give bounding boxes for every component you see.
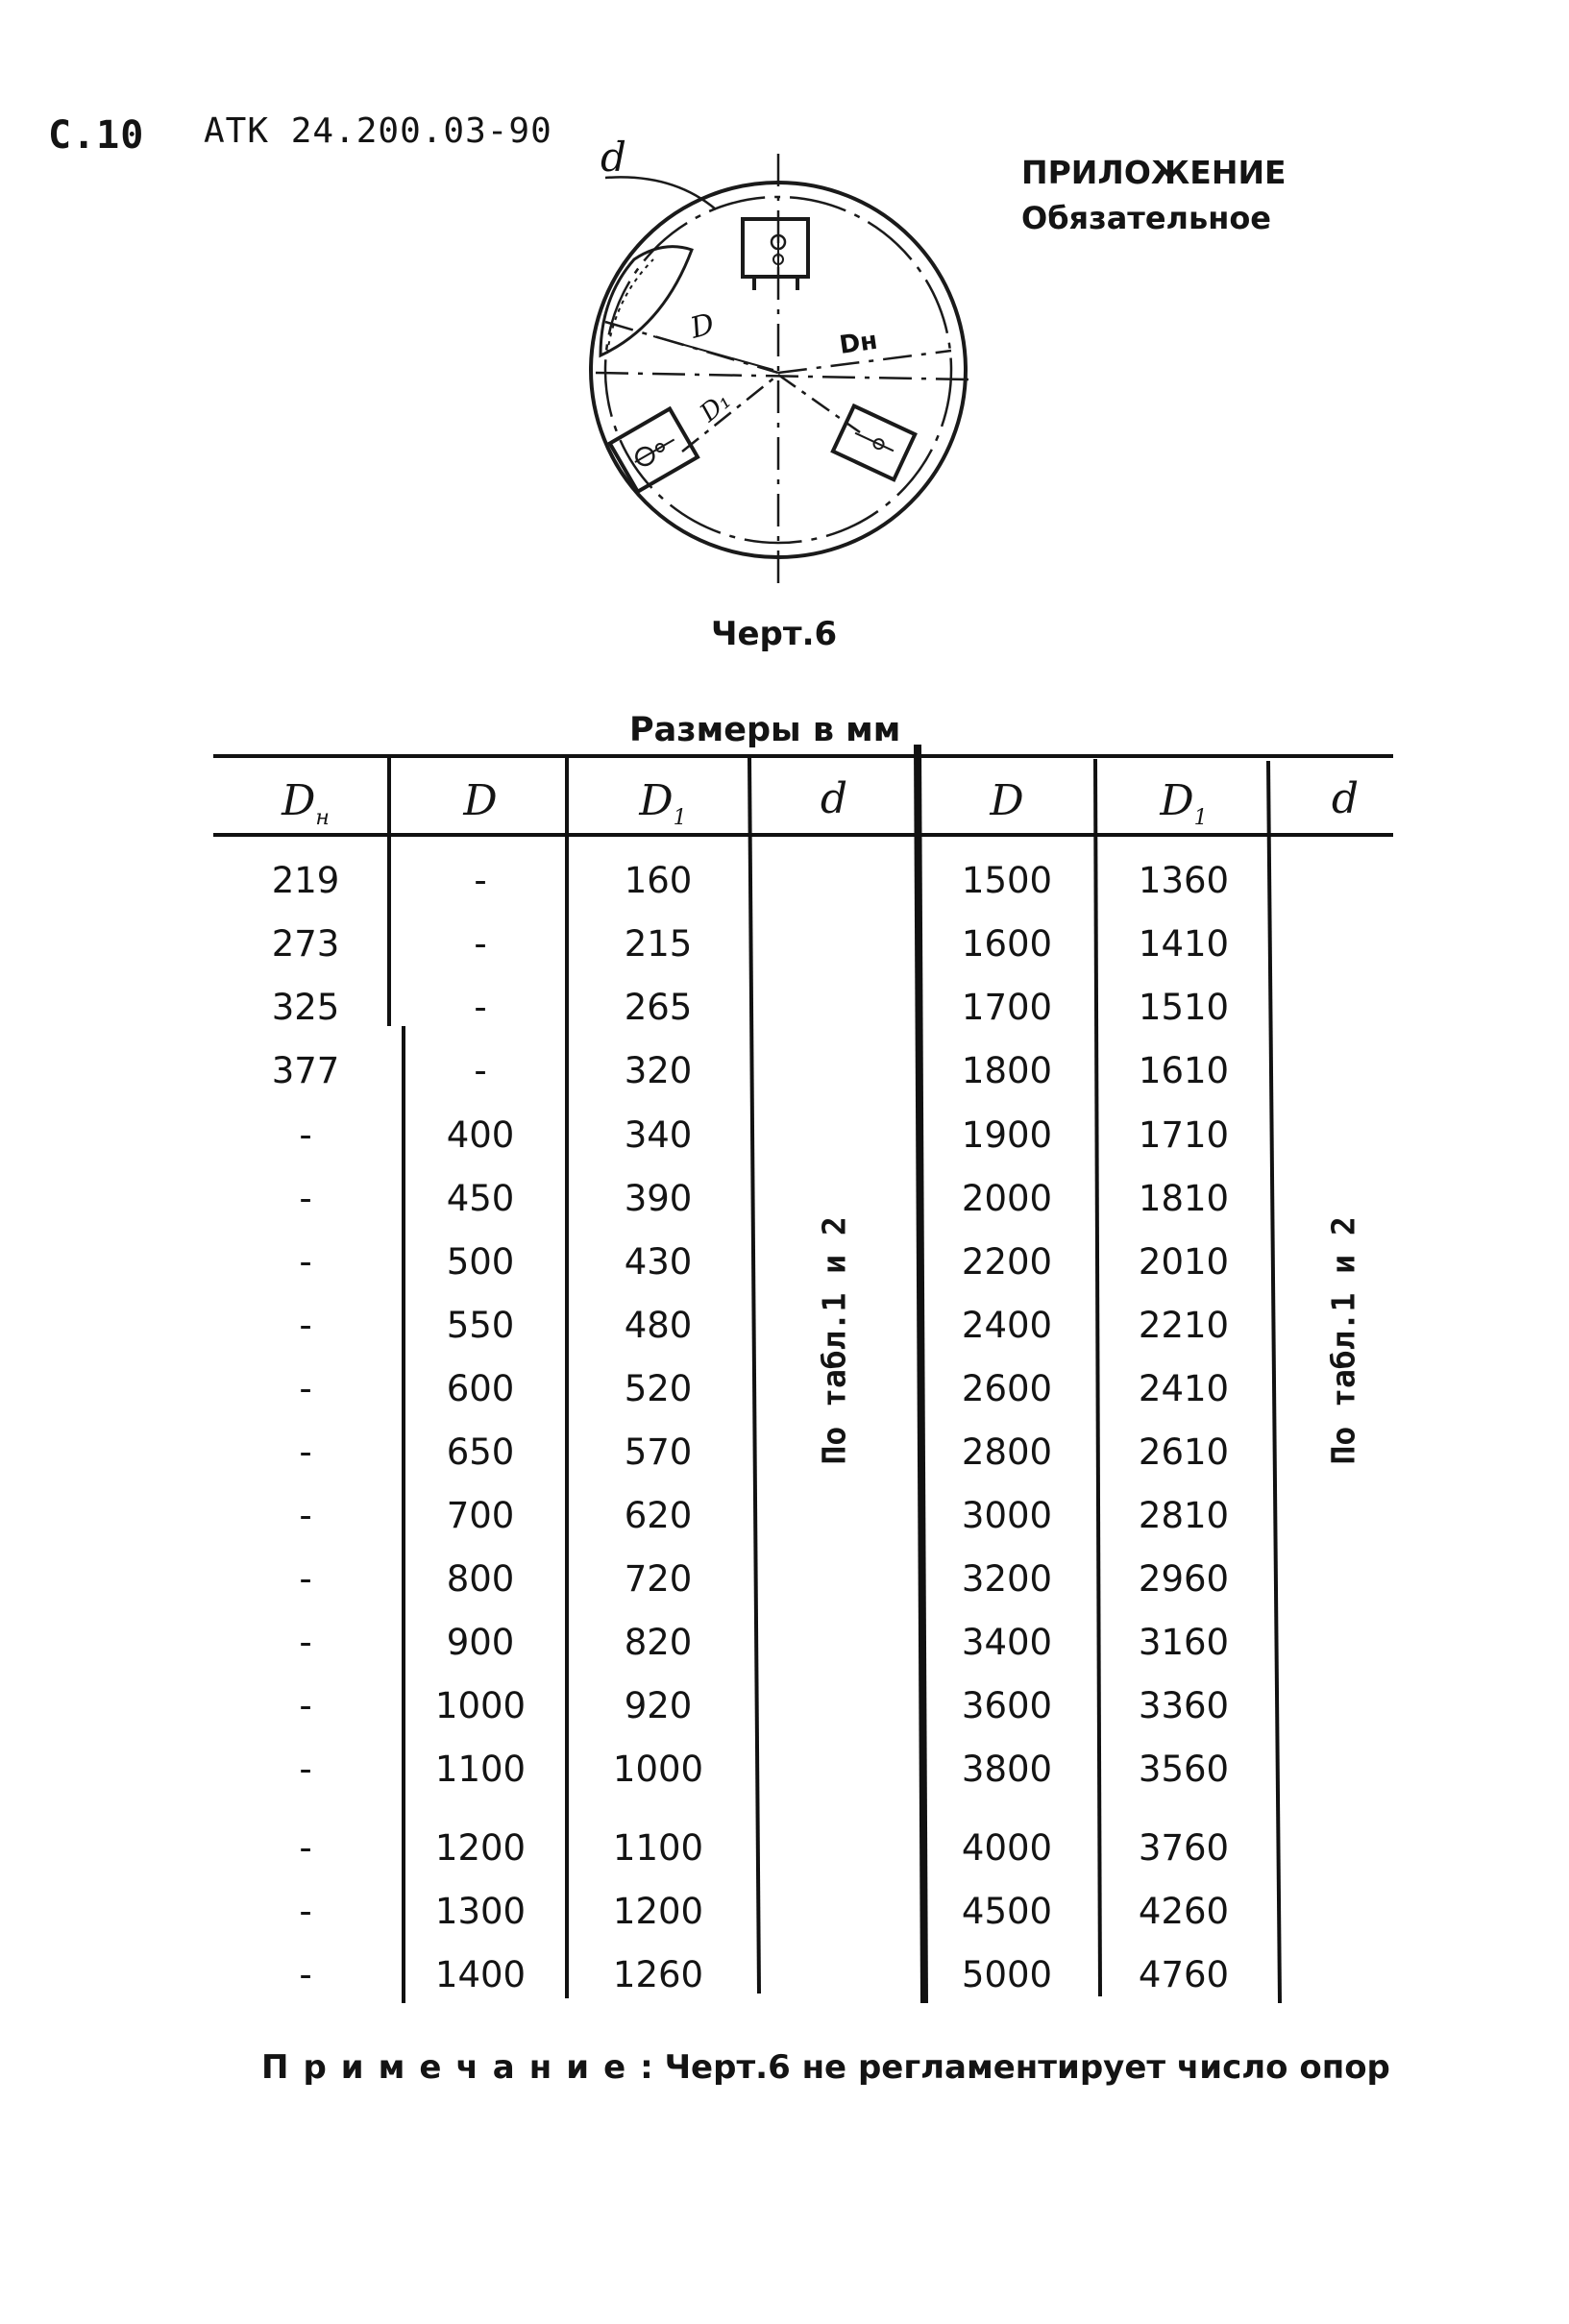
- cell-D1-left: 320: [624, 1050, 693, 1091]
- cell-D1-right: 1810: [1138, 1178, 1230, 1219]
- cell-D1-right: 1710: [1138, 1114, 1230, 1156]
- cell-D-right: 1700: [961, 987, 1053, 1028]
- cell-Dn: -: [299, 1305, 312, 1346]
- cell-D-left: 1200: [434, 1827, 527, 1869]
- header-D1-left: $D_1$: [639, 776, 687, 830]
- cell-D-right: 3000: [961, 1495, 1053, 1536]
- d-leader: [605, 177, 716, 209]
- cell-Dn: 273: [271, 923, 340, 965]
- cell-D1-right: 2010: [1138, 1241, 1230, 1283]
- cell-D1-right: 4760: [1138, 1954, 1230, 1995]
- footnote: [261, 2048, 1390, 2087]
- cell-Dn: -: [299, 1685, 312, 1726]
- cell-D-right: 2000: [961, 1178, 1053, 1219]
- cell-D1-left: 215: [624, 923, 693, 965]
- cell-D-right: 1600: [961, 923, 1053, 965]
- header-D1-right: $D_1$: [1160, 776, 1208, 830]
- cell-D1-right: 2210: [1138, 1305, 1230, 1346]
- support-right: [833, 406, 915, 480]
- cell-D1-right: 1610: [1138, 1050, 1230, 1091]
- cell-D-left: 600: [446, 1368, 515, 1409]
- page-number: С.10: [48, 113, 145, 158]
- cell-D1-left: 1260: [612, 1954, 704, 1995]
- cell-D-left: 900: [446, 1622, 515, 1663]
- crescent-cutout: [601, 247, 692, 355]
- header-D-right: D: [990, 776, 1024, 825]
- cell-D-left: 400: [446, 1114, 515, 1156]
- cell-D1-right: 3760: [1138, 1827, 1230, 1869]
- footnote-label: Примечание: [261, 2048, 641, 2087]
- cell-Dn: -: [299, 1114, 312, 1156]
- cell-D1-left: 340: [624, 1114, 693, 1156]
- cell-D1-right: 4260: [1138, 1891, 1230, 1932]
- label-Dn: Dн: [837, 326, 880, 360]
- cell-D1-right: 3560: [1138, 1749, 1230, 1790]
- cell-D1-left: 1200: [612, 1891, 704, 1932]
- cell-D1-left: 1000: [612, 1749, 704, 1790]
- cell-D-right: 2400: [961, 1305, 1053, 1346]
- cell-D-left: 1100: [434, 1749, 527, 1790]
- label-D: D: [687, 306, 719, 346]
- cell-D1-left: 820: [624, 1622, 693, 1663]
- cell-D1-right: 2410: [1138, 1368, 1230, 1409]
- cell-D1-left: 265: [624, 987, 693, 1028]
- cell-D1-right: 1360: [1138, 860, 1230, 901]
- d-note-right: По табл.1 и 2: [1324, 1216, 1362, 1465]
- cell-D1-left: 390: [624, 1178, 693, 1219]
- cell-D-left: 700: [446, 1495, 515, 1536]
- cell-Dn: 219: [271, 860, 340, 901]
- d-note-left: По табл.1 и 2: [815, 1216, 853, 1465]
- cell-Dn: -: [299, 1891, 312, 1932]
- cell-Dn: -: [299, 1954, 312, 1995]
- drawing-caption: Черт.6: [711, 615, 838, 653]
- cell-D-left: 1300: [434, 1891, 527, 1932]
- cell-D-left: 1000: [434, 1685, 527, 1726]
- cell-D-right: 1800: [961, 1050, 1053, 1091]
- cell-D-right: 1900: [961, 1114, 1053, 1156]
- label-d: d: [601, 135, 626, 181]
- cell-D1-left: 160: [624, 860, 693, 901]
- cell-D1-right: 1510: [1138, 987, 1230, 1028]
- cell-D-left: 650: [446, 1431, 515, 1473]
- header-D-left: D: [463, 776, 498, 825]
- appendix-title: ПРИЛОЖЕНИЕ: [1021, 154, 1287, 191]
- cell-Dn: 325: [271, 987, 340, 1028]
- cell-D-left: -: [474, 923, 487, 965]
- footnote-text: : Черт.6 не регламентирует число опор: [640, 2048, 1390, 2087]
- cell-Dn: 377: [271, 1050, 340, 1091]
- cell-D1-left: 920: [624, 1685, 693, 1726]
- cell-D1-left: 480: [624, 1305, 693, 1346]
- cell-D-left: -: [474, 1050, 487, 1091]
- document-code: АТК 24.200.03-90: [204, 111, 552, 151]
- header-d-right: d: [1331, 774, 1360, 823]
- cell-Dn: -: [299, 1749, 312, 1790]
- cell-D-right: 2200: [961, 1241, 1053, 1283]
- cell-Dn: -: [299, 1622, 312, 1663]
- cell-D1-right: 2810: [1138, 1495, 1230, 1536]
- cell-D-right: 3800: [961, 1749, 1053, 1790]
- cell-D1-left: 520: [624, 1368, 693, 1409]
- appendix-subtitle: Обязательное: [1021, 200, 1271, 236]
- label-D1: D₁: [695, 386, 737, 428]
- cell-D-right: 1500: [961, 860, 1053, 901]
- cell-D-right: 2600: [961, 1368, 1053, 1409]
- cell-D-left: -: [474, 860, 487, 901]
- cell-D1-left: 620: [624, 1495, 693, 1536]
- cell-Dn: -: [299, 1431, 312, 1473]
- cell-D1-right: 2960: [1138, 1558, 1230, 1600]
- cell-D1-left: 570: [624, 1431, 693, 1473]
- cell-Dn: -: [299, 1178, 312, 1219]
- header-Dn: $D_н$: [282, 776, 330, 830]
- cell-Dn: -: [299, 1495, 312, 1536]
- cell-D-right: 3600: [961, 1685, 1053, 1726]
- cell-D-left: 500: [446, 1241, 515, 1283]
- cell-D-right: 3400: [961, 1622, 1053, 1663]
- cell-D-right: 2800: [961, 1431, 1053, 1473]
- cell-Dn: -: [299, 1368, 312, 1409]
- cell-D1-left: 720: [624, 1558, 693, 1600]
- cell-D-left: -: [474, 987, 487, 1028]
- cell-D-right: 5000: [961, 1954, 1053, 1995]
- cell-Dn: -: [299, 1241, 312, 1283]
- table-units: Размеры в мм: [629, 711, 901, 749]
- cell-D-left: 450: [446, 1178, 515, 1219]
- cell-D1-right: 3360: [1138, 1685, 1230, 1726]
- cell-D-right: 3200: [961, 1558, 1053, 1600]
- cell-D-left: 800: [446, 1558, 515, 1600]
- cell-D-left: 1400: [434, 1954, 527, 1995]
- cell-D-left: 550: [446, 1305, 515, 1346]
- cell-Dn: -: [299, 1827, 312, 1869]
- cell-D-right: 4500: [961, 1891, 1053, 1932]
- cell-D1-right: 2610: [1138, 1431, 1230, 1473]
- support-top: [743, 219, 808, 290]
- cell-D1-left: 1100: [612, 1827, 704, 1869]
- cell-D-right: 4000: [961, 1827, 1053, 1869]
- cell-D1-right: 3160: [1138, 1622, 1230, 1663]
- technical-drawing: [548, 135, 1009, 615]
- header-d-left: d: [820, 774, 848, 823]
- cell-Dn: -: [299, 1558, 312, 1600]
- cell-D1-right: 1410: [1138, 923, 1230, 965]
- cell-D1-left: 430: [624, 1241, 693, 1283]
